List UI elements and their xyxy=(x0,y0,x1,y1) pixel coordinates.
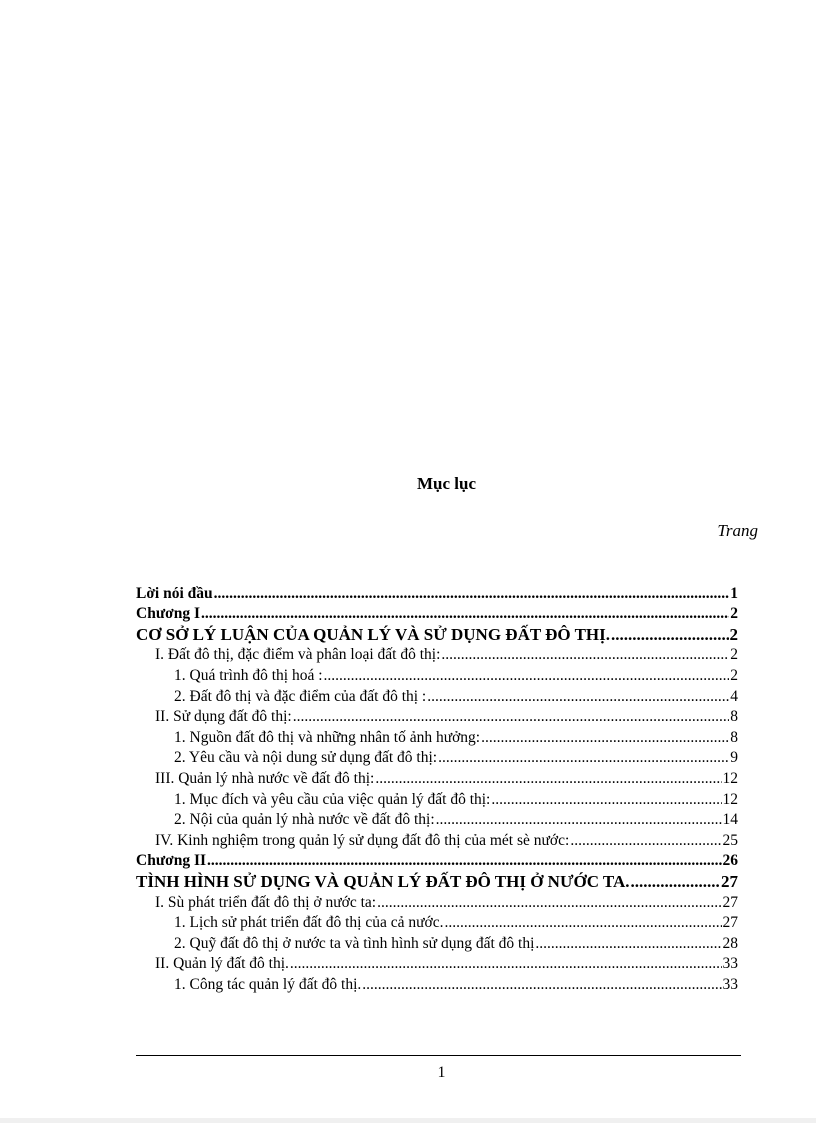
toc-entry-text: 2. Yêu cầu và nội dung sử dụng đất đô thị: xyxy=(174,749,438,767)
toc-entry-page: 8 xyxy=(730,708,738,726)
toc-entry[interactable] xyxy=(136,789,738,810)
toc-leader-dots xyxy=(611,625,728,645)
toc-entry-text: I. Sù phát triển đất đô thị ở nước ta: xyxy=(155,893,377,911)
toc-leader-dots xyxy=(438,748,729,768)
page-title: Mục lục xyxy=(416,474,477,493)
toc-entry[interactable] xyxy=(136,933,738,954)
toc-entry[interactable] xyxy=(136,624,738,645)
toc-leader-dots xyxy=(441,645,729,665)
toc-entry-page: 4 xyxy=(730,687,738,705)
toc-entry-page: 2 xyxy=(730,605,738,623)
toc-entry-text: Lời nói đầu xyxy=(136,584,213,602)
toc-entry-page: 27 xyxy=(722,914,738,932)
toc-leader-dots xyxy=(444,913,721,933)
page-bottom-edge xyxy=(0,1118,816,1123)
toc-entry[interactable] xyxy=(136,604,738,625)
table-of-contents xyxy=(136,583,738,995)
toc-leader-dots xyxy=(207,851,721,871)
footer-page-number: 1 xyxy=(437,1064,446,1081)
toc-entry[interactable] xyxy=(136,748,738,769)
toc-entry-text: TÌNH HÌNH SỬ DỤNG VÀ QUẢN LÝ ĐẤT ĐÔ THỊ Ở NƯỚC TA. xyxy=(136,871,630,891)
toc-entry[interactable] xyxy=(136,707,738,728)
toc-leader-dots xyxy=(290,954,722,974)
toc-entry-text: II. Quản lý đất đô thị. xyxy=(155,955,289,973)
toc-entry-page: 1 xyxy=(730,584,738,602)
footer-divider xyxy=(136,1055,741,1056)
toc-entry[interactable] xyxy=(136,830,738,851)
toc-entry-text: Chương II xyxy=(136,852,207,870)
toc-leader-dots xyxy=(427,687,729,707)
toc-leader-dots xyxy=(201,604,729,624)
toc-entry-page: 27 xyxy=(721,871,738,891)
toc-entry-text: I. Đất đô thị, đặc điểm và phân loại đất đô thị: xyxy=(155,646,441,664)
toc-entry[interactable] xyxy=(136,871,738,892)
toc-entry-page: 27 xyxy=(722,893,738,911)
toc-entry[interactable] xyxy=(136,974,738,995)
toc-entry-page: 2 xyxy=(730,646,738,664)
toc-entry-page: 9 xyxy=(730,749,738,767)
toc-entry-page: 12 xyxy=(722,769,738,787)
toc-entry[interactable] xyxy=(136,810,738,831)
toc-entry-page: 25 xyxy=(722,831,738,849)
toc-entry[interactable] xyxy=(136,892,738,913)
toc-entry-text: 1. Lịch sử phát triển đất đô thị của cả nước. xyxy=(174,914,444,932)
toc-entry-text: III. Quản lý nhà nước về đất đô thị: xyxy=(155,769,375,787)
toc-leader-dots xyxy=(362,975,721,995)
toc-leader-dots xyxy=(570,831,721,851)
toc-entry-text: CƠ SỞ LÝ LUẬN CỦA QUẢN LÝ VÀ SỬ DỤNG ĐẤT ĐÔ THỊ. xyxy=(136,624,611,644)
toc-entry-page: 26 xyxy=(722,852,738,870)
toc-entry[interactable] xyxy=(136,768,738,789)
toc-entry[interactable] xyxy=(136,913,738,934)
toc-leader-dots xyxy=(377,893,721,913)
toc-leader-dots xyxy=(214,584,730,604)
toc-entry-page: 12 xyxy=(722,790,738,808)
toc-entry[interactable] xyxy=(136,665,738,686)
toc-entry[interactable] xyxy=(136,583,738,604)
toc-entry[interactable] xyxy=(136,851,738,872)
toc-entry-page: 2 xyxy=(730,666,738,684)
toc-leader-dots xyxy=(436,810,722,830)
toc-leader-dots xyxy=(324,666,730,686)
toc-entry-text: II. Sử dụng đất đô thị: xyxy=(155,708,292,726)
toc-entry-text: 2. Nội của quản lý nhà nước về đất đô thị: xyxy=(174,811,435,829)
toc-entry-text: 1. Công tác quản lý đất đô thị. xyxy=(174,975,362,993)
toc-entry-text: 2. Đất đô thị và đặc điểm của đất đô thị : xyxy=(174,687,427,705)
page-column-label: Trang xyxy=(717,521,758,540)
toc-leader-dots xyxy=(491,790,721,810)
toc-entry-page: 33 xyxy=(722,975,738,993)
toc-entry-text: Chương I xyxy=(136,605,200,623)
toc-leader-dots xyxy=(375,769,721,789)
toc-leader-dots xyxy=(535,934,721,954)
toc-entry-page: 28 xyxy=(722,934,738,952)
toc-entry-text: 1. Nguồn đất đô thị và những nhân tố ảnh hưởng: xyxy=(174,728,481,746)
toc-entry-text: IV. Kinh nghiệm trong quản lý sử dụng đất đô thị của mét sè nước: xyxy=(155,831,570,849)
toc-entry-page: 14 xyxy=(722,811,738,829)
toc-entry-page: 8 xyxy=(730,728,738,746)
toc-leader-dots xyxy=(481,728,729,748)
toc-entry[interactable] xyxy=(136,686,738,707)
toc-entry-text: 1. Quá trình đô thị hoá : xyxy=(174,666,323,684)
toc-leader-dots xyxy=(631,872,720,892)
toc-entry[interactable] xyxy=(136,954,738,975)
toc-entry-text: 2. Quỹ đất đô thị ở nước ta và tình hình sử dụng đất đô thị xyxy=(174,934,535,952)
toc-entry-text: 1. Mục đích và yêu cầu của việc quản lý đất đô thị: xyxy=(174,790,491,808)
toc-entry[interactable] xyxy=(136,645,738,666)
toc-leader-dots xyxy=(293,707,730,727)
toc-entry-page: 2 xyxy=(729,624,738,644)
toc-entry-page: 33 xyxy=(722,955,738,973)
toc-entry[interactable] xyxy=(136,727,738,748)
